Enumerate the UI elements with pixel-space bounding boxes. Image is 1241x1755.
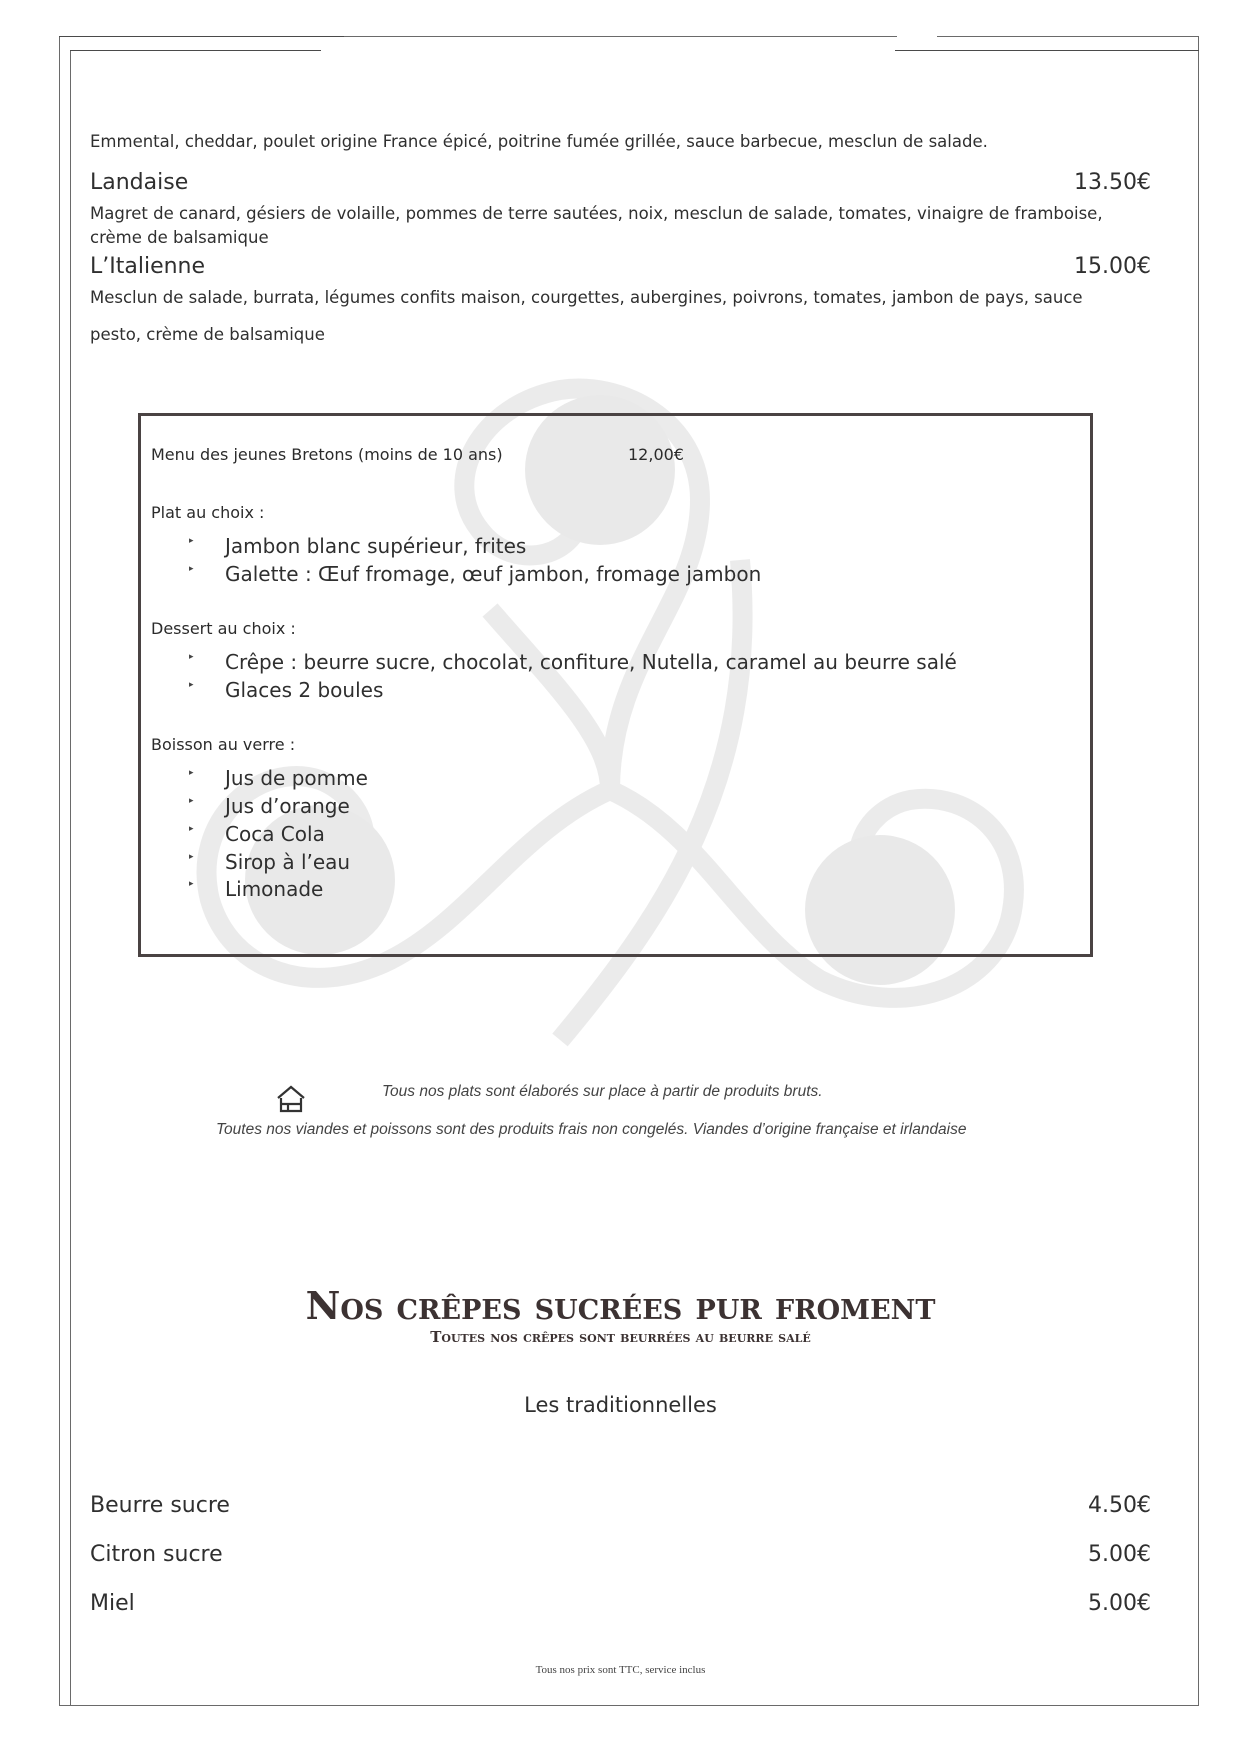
- kids-section-heading-dessert: Dessert au choix :: [151, 619, 296, 638]
- bullet-icon: ▸: [189, 824, 194, 834]
- dish-desc-italienne-1: Mesclun de salade, burrata, légumes confits maison, courgettes, aubergines, poivrons, tomates, jambon de pays, sauce: [90, 288, 1083, 307]
- footer-note: Tous nos prix sont TTC, service inclus: [535, 1664, 706, 1676]
- bullet-icon: ▸: [189, 536, 194, 546]
- salad-description: Emmental, cheddar, poulet origine France épicé, poitrine fumée grillée, sauce barbecue, mesclun de salade.: [90, 132, 988, 151]
- list-item: ▸ Sirop à l’eau: [189, 850, 351, 874]
- list-item: ▸ Glaces 2 boules: [189, 678, 384, 702]
- list-item: ▸ Jus de pomme: [189, 766, 368, 790]
- kids-section-heading-plat: Plat au choix :: [151, 503, 265, 522]
- top-left-rule: [59, 36, 344, 37]
- list-item: ▸ Galette : Œuf fromage, œuf jambon, fromage jambon: [189, 562, 762, 586]
- kids-section-heading-boisson: Boisson au verre :: [151, 735, 296, 754]
- list-item: ▸ Crêpe : beurre sucre, chocolat, confiture, Nutella, caramel au beurre salé: [189, 650, 957, 674]
- list-item: ▸ Coca Cola: [189, 822, 325, 846]
- crepe-price: 5.00€: [1088, 1591, 1151, 1616]
- section-title: Nos crêpes sucrées pur froment: [305, 1283, 936, 1328]
- bullet-icon: ▸: [189, 879, 194, 889]
- list-item: ▸ Jambon blanc supérieur, frites: [189, 534, 527, 558]
- crepe-name: Citron sucre: [90, 1542, 223, 1567]
- dish-desc-italienne-2: pesto, crème de balsamique: [90, 325, 325, 344]
- kids-menu-age-note: (moins de 10 ans): [357, 445, 503, 464]
- dish-desc-landaise-1: Magret de canard, gésiers de volaille, pommes de terre sautées, noix, mesclun de salade, tomates, vinaigre de framboise,: [90, 204, 1103, 223]
- crepe-price: 5.00€: [1088, 1542, 1151, 1567]
- note-line-1: Tous nos plats sont élaborés sur place à partir de produits bruts.: [382, 1083, 823, 1100]
- dish-price-landaise: 13.50€: [1074, 170, 1151, 195]
- bullet-icon: ▸: [189, 852, 194, 862]
- bullet-icon: ▸: [189, 564, 194, 574]
- bullet-icon: ▸: [189, 796, 194, 806]
- dish-name-italienne: L’Italienne: [90, 254, 206, 279]
- crepe-name: Beurre sucre: [90, 1493, 230, 1518]
- category-heading: Les traditionnelles: [524, 1393, 717, 1417]
- section-subtitle: Toutes nos crêpes sont beurrées au beurre salé: [430, 1328, 811, 1346]
- list-item: ▸ Limonade: [189, 877, 324, 901]
- top-right-rule-inner: [895, 50, 1199, 51]
- top-right-gap: [900, 36, 1199, 37]
- note-line-2: Toutes nos viandes et poissons sont des produits frais non congelés. Viandes d’origine française et irlandaise: [216, 1121, 967, 1138]
- bullet-icon: ▸: [189, 680, 194, 690]
- list-item: ▸ Jus d’orange: [189, 794, 350, 818]
- crepe-name: Miel: [90, 1591, 135, 1616]
- dish-name-landaise: Landaise: [90, 170, 189, 195]
- top-left-rule-inner: [70, 50, 321, 51]
- kids-menu-price: 12,00€: [628, 445, 684, 464]
- dish-desc-landaise-2: crème de balsamique: [90, 228, 269, 247]
- crepe-price: 4.50€: [1088, 1493, 1151, 1518]
- dish-price-italienne: 15.00€: [1074, 254, 1151, 279]
- top-right-gap-mask: [897, 36, 937, 38]
- bullet-icon: ▸: [189, 768, 194, 778]
- kids-menu-title: [151, 445, 503, 464]
- bullet-icon: ▸: [189, 652, 194, 662]
- kids-menu-title-text: Menu des jeunes Bretons: [151, 445, 353, 464]
- house-icon: [266, 1074, 316, 1124]
